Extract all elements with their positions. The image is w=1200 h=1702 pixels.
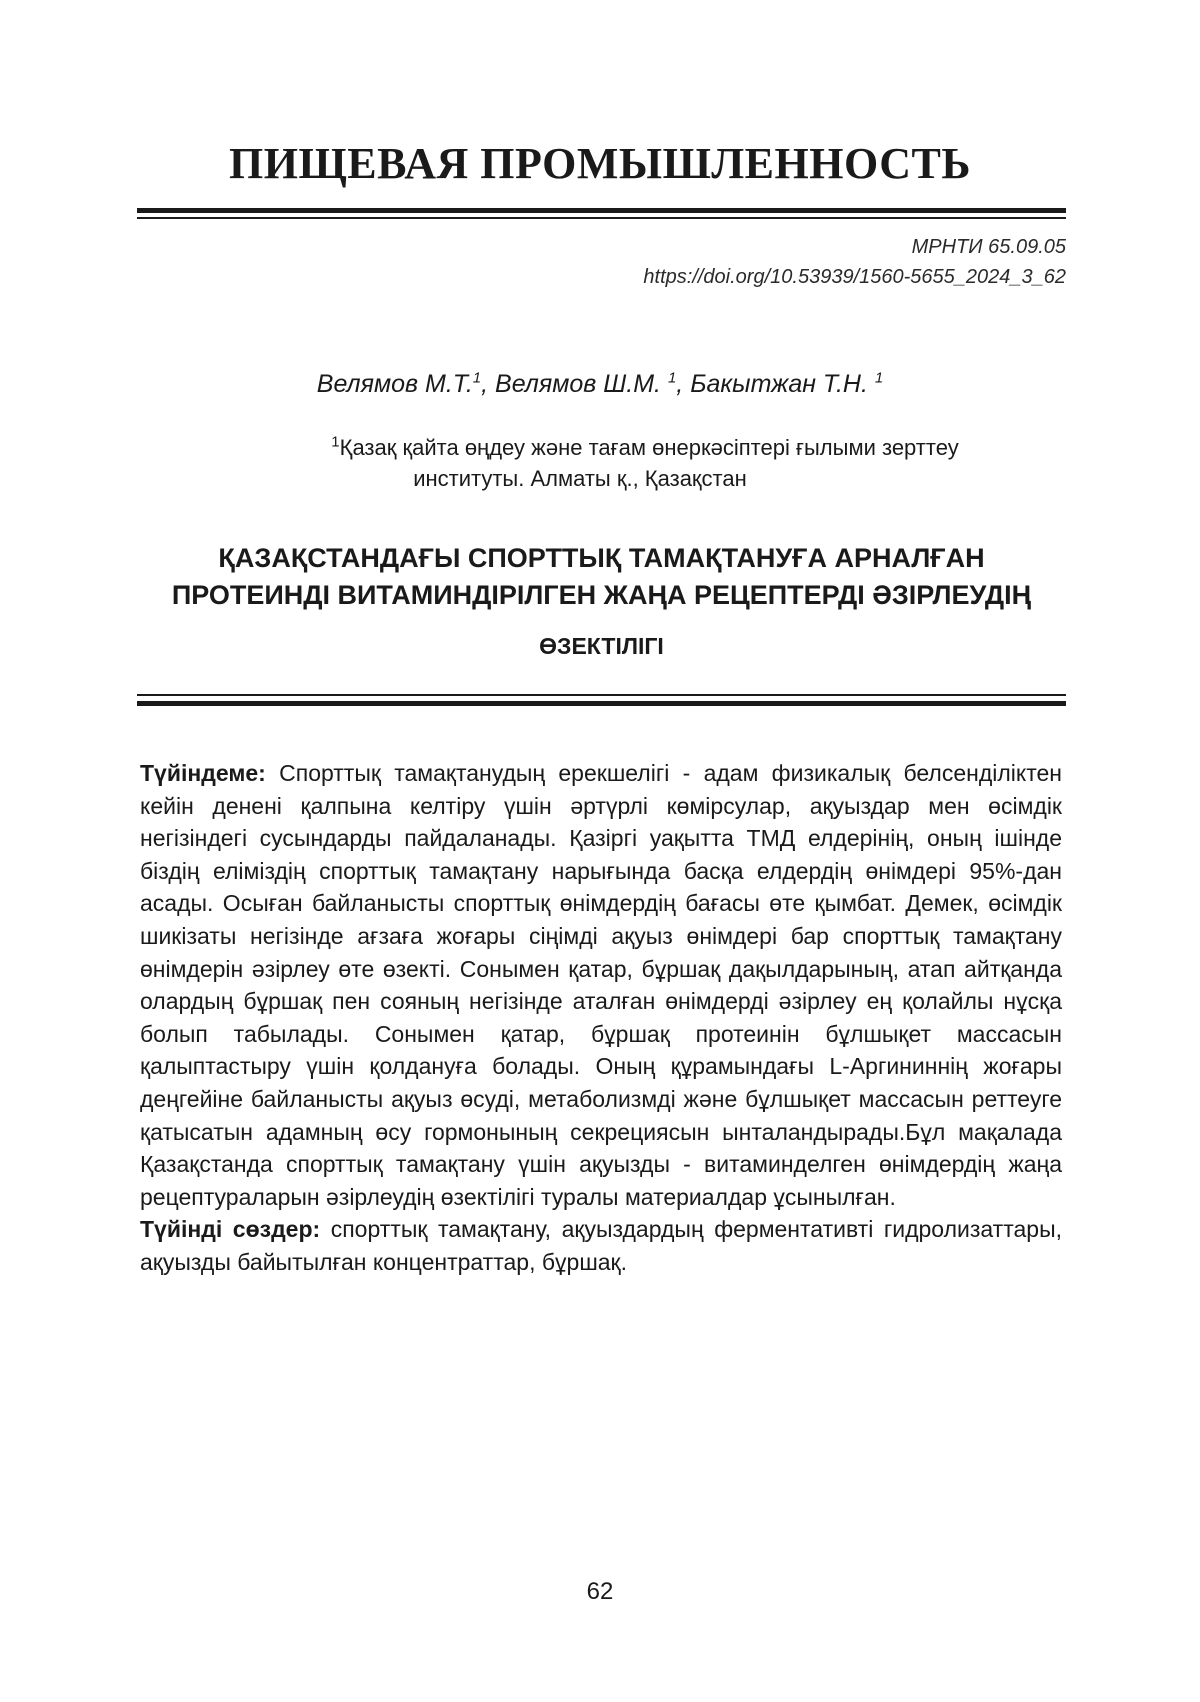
affiliation-line-1 (0, 432, 1200, 463)
section-header: ПИЩЕВАЯ ПРОМЫШЛЕННОСТЬ (229, 139, 971, 188)
abstract-block (140, 757, 1062, 1279)
title-rule-thin (137, 694, 1066, 696)
author-affiliation-mark: 1 (874, 369, 884, 387)
article-title (137, 540, 1066, 665)
article-meta (643, 232, 1066, 292)
abstract-paragraph (140, 757, 1062, 1213)
doi-link[interactable]: https://doi.org/10.53939/1560-5655_2024_3_62 (643, 266, 1066, 288)
keywords-text: спорттық тамақтану, ақуыздардың ферментативті гидролизаттары, ақуызды байытылған концентраттар, бұршақ. (140, 1216, 1062, 1275)
affiliation (0, 432, 1200, 494)
abstract-label: Түйіндеме: (140, 760, 266, 786)
title-line-3: ӨЗЕКТІЛІГІ (539, 633, 664, 659)
keywords-paragraph (140, 1213, 1062, 1278)
affiliation-line-2: институты. Алматы қ., Қазақстан (413, 466, 747, 491)
author-name: Велямов М.Т. (316, 370, 473, 398)
title-line-1: ҚАЗАҚСТАНДАҒЫ СПОРТТЫҚ ТАМАҚТАНУҒА АРНАЛҒАН (218, 543, 985, 573)
author-name: Бакытжан Т.Н. (690, 370, 875, 398)
header-rule-thick (137, 208, 1066, 213)
author-list (0, 370, 1200, 399)
title-line-2: ПРОТЕИНДІ ВИТАМИНДІРІЛГЕН ЖАҢА РЕЦЕПТЕРДІ ӘЗІРЛЕУДІҢ (171, 580, 1032, 610)
author-affiliation-mark: 1 (667, 369, 677, 387)
author-separator: , (676, 370, 691, 398)
affiliation-text-1: Қазақ қайта өңдеу және тағам өнеркәсіптері ғылыми зерттеу (339, 435, 959, 460)
author-affiliation-mark: 1 (472, 369, 482, 387)
keywords-label: Түйінді сөздер: (140, 1216, 321, 1243)
author-separator: , (481, 370, 496, 398)
page-number: 62 (586, 1578, 614, 1605)
mrnti-code: МРНТИ 65.09.05 (911, 236, 1066, 258)
affiliation-mark: 1 (331, 433, 340, 451)
abstract-text: Спорттық тамақтанудың ерекшелігі - адам физикалық белсенділіктен кейін денені қалпына келтіру үшін әртүрлі көмірсулар, ақуыздар мен өсімдік негізіндегі сусындарды пайдаланады. Қазіргі уақытта ТМД елдерінің, оның ішінде біздің еліміздің спорттық тамақтану нарығында басқа елдердің өнімдері 95%-дан асады. Осыған байланысты спорттық өнімдердің бағасы өте қымбат. Демек, өсімдік шикізаты негізінде ағзаға жоғары сіңімді ақуыз өнімдері бар спорттық тамақтану өнімдерін әзірлеу өте өзекті. Сонымен қатар, бұршақ дақылдарының, атап айтқанда олардың бұршақ пен сояның негізінде аталған өнімдерді әзірлеу ең қолайлы нұсқа болып табылады. Сонымен қатар, бұршақ протеинін бұлшықет массасын қалыптастыру үшін қолдануға болады. Оның құрамындағы L-Аргининнің жоғары деңгейіне байланысты ақуыз өсуді, метаболизмді және бұлшықет массасын реттеуге қатысатын адамның өсу гормонының секрециясын ынталандырады.Бұл мақалада Қазақстанда спорттық тамақтану үшін ақуызды - витаминделген өнімдердің жаңа рецептураларын әзірлеудің өзектілігі туралы материалдар ұсынылған. (140, 760, 1062, 1210)
author-name: Велямов Ш.М. (495, 370, 668, 398)
header-rule-thin (137, 217, 1066, 219)
title-rule-thick (137, 701, 1066, 706)
